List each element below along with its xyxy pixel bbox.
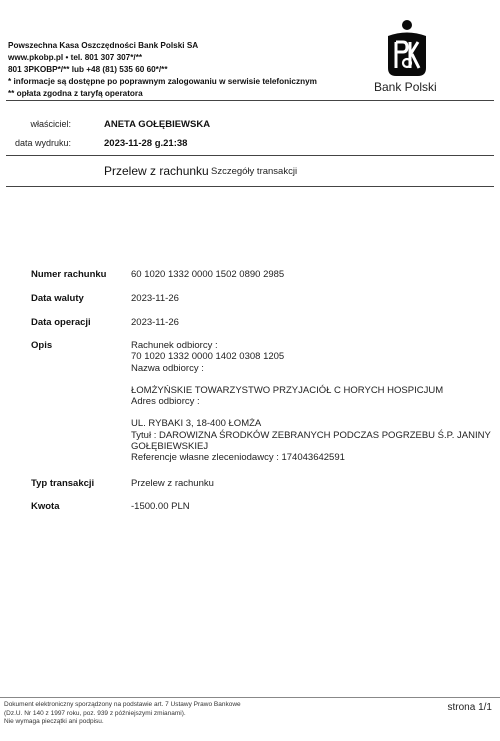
owner-label: właściciel: [30, 119, 71, 129]
amount-value: -1500.00 PLN [131, 501, 190, 512]
value-date-label: Data waluty [31, 293, 84, 304]
recipient-account-label: Rachunek odbiorcy : [131, 340, 218, 351]
description-value [131, 340, 491, 464]
footer-legal-note [4, 701, 241, 727]
recipient-address-label: Adres odbiorcy : [131, 396, 200, 408]
transaction-type-value: Przelew z rachunku [131, 478, 214, 489]
transfer-title-line: Tytuł : DAROWIZNA ŚRODKÓW ZEBRANYCH PODCZAS POGRZEBU Ś.P. JANINY [131, 429, 491, 441]
value-date-value: 2023-11-26 [131, 293, 179, 304]
operation-date-label: Data operacji [31, 317, 91, 328]
divider-meta [6, 155, 494, 156]
bank-contact-info [8, 40, 317, 100]
account-number-label: Numer rachunku [31, 269, 107, 280]
description-label: Opis [31, 340, 53, 351]
owner-value: ANETA GOŁĘBIEWSKA [104, 119, 211, 130]
print-date-label: data wydruku: [14, 138, 71, 148]
transfer-title-continued: GOŁĘBIEWSKIEJ [131, 441, 209, 453]
footer-line-2: (Dz.U. Nr 140 z 1997 roku, poz. 939 z późniejszymi zmianami). [4, 709, 186, 717]
website-phone-line: www.pkobp.pl • tel. 801 307 307*/** [8, 53, 143, 62]
recipient-address-value: UL. RYBAKI 3, 18-400 ŁOMŻA [131, 418, 262, 430]
fee-note-line: ** opłata zgodna z taryfą operatora [8, 89, 143, 98]
footer-line-3: Nie wymaga pieczątki ani podpisu. [4, 718, 104, 725]
recipient-name-label: Nazwa odbiorcy : [131, 362, 204, 374]
divider-top [6, 100, 494, 101]
operation-date-value: 2023-11-26 [131, 317, 179, 328]
recipient-account-value: 70 1020 1332 0000 1402 0308 1205 [131, 351, 285, 363]
bank-name-line: Powszechna Kasa Oszczędności Bank Polski SA [8, 41, 199, 50]
section-title: Przelew z rachunku [104, 164, 209, 178]
amount-label: Kwota [31, 501, 60, 512]
section-subtitle: Szczegóły transakcji [211, 166, 298, 177]
divider-section [6, 186, 494, 187]
own-reference-line: Referencje własne zleceniodawcy : 174043642591 [131, 452, 345, 464]
footer-line-1: Dokument elektroniczny sporządzony na podstawie art. 7 Ustawy Prawo Bankowe [4, 701, 241, 708]
info-note-line: * informacje są dostępne po poprawnym zalogowaniu w serwisie telefonicznym [8, 77, 317, 86]
transaction-type-label: Typ transakcji [31, 478, 95, 489]
phone-alt-line: 801 3PKOBP*/** lub +48 (81) 535 60 60*/** [8, 65, 168, 74]
print-date-value: 2023-11-28 g.21:38 [104, 138, 188, 149]
account-number-value: 60 1020 1332 0000 1502 0890 2985 [131, 269, 285, 280]
page-number: strona 1/1 [447, 702, 492, 713]
recipient-name-value: ŁOMŻYŃSKIE TOWARZYSTWO PRZYJACIÓŁ C HORYCH HOSPICJUM [131, 384, 444, 396]
logo-wordmark: Bank Polski [374, 80, 437, 94]
footer-divider [0, 697, 500, 698]
pko-piggy-bank-icon [372, 18, 442, 80]
